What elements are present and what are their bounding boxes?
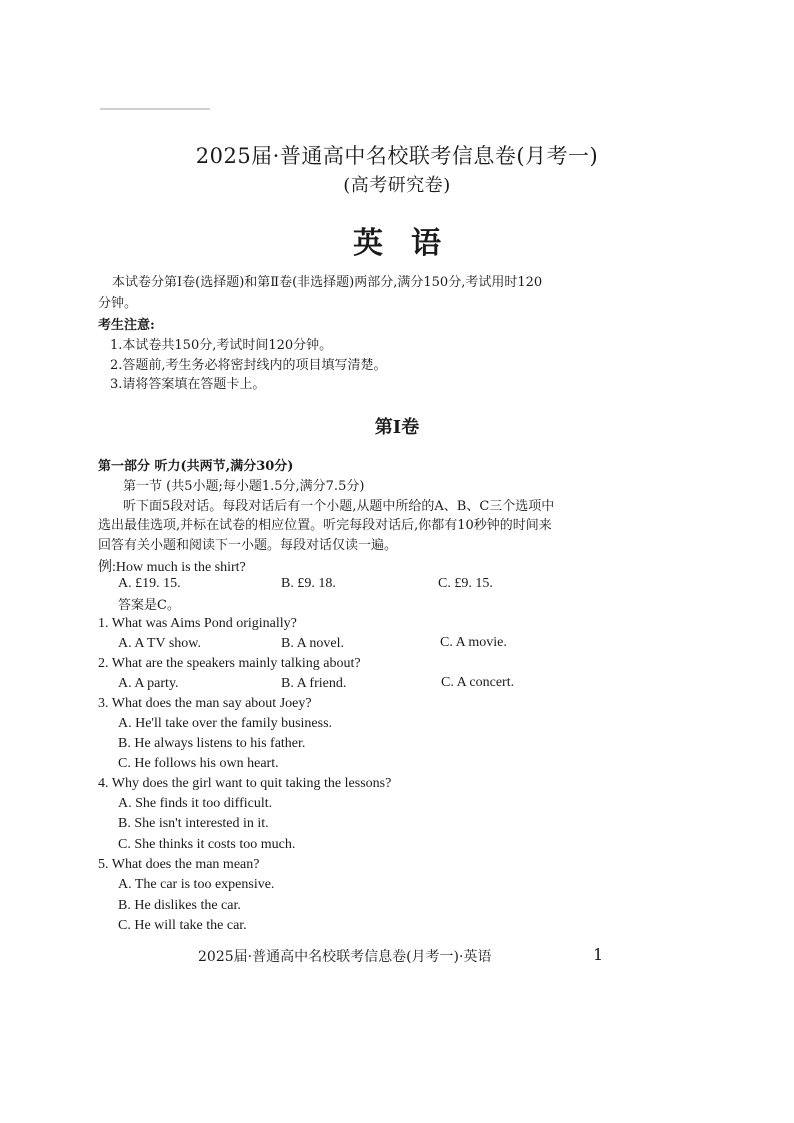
question-3-option-c: C. He follows his own heart. (118, 756, 279, 771)
question-4-stem: 4. Why does the girl want to quit taking the lessons? (98, 776, 392, 791)
question-4-option-a: A. She finds it too difficult. (118, 796, 273, 811)
question-2-option-c: C. A concert. (441, 675, 515, 690)
notice-item: 3.请将答案填在答题卡上。 (110, 377, 266, 392)
question-5-stem: 5. What does the man mean? (98, 857, 260, 872)
question-3-option-b: B. He always listens to his father. (118, 736, 306, 751)
page-subtitle: (高考研究卷) (343, 175, 451, 196)
section1-heading: 第一节 (共5小题;每小题1.5分,满分7.5分) (123, 479, 365, 494)
notice-item: 2.答题前,考生务必将密封线内的项目填写清楚。 (110, 358, 387, 373)
notice-item: 1.本试卷共150分,考试时间120分钟。 (110, 338, 333, 353)
question-5-option-b: B. He dislikes the car. (118, 898, 241, 913)
intro-line-1: 本试卷分第Ⅰ卷(选择题)和第Ⅱ卷(非选择题)两部分,满分150分,考试用时120 (112, 275, 543, 290)
instruction-line: 回答有关小题和阅读下一小题。每段对话仅读一遍。 (98, 538, 398, 553)
volume-title: 第Ⅰ卷 (374, 417, 420, 438)
question-2-option-a: A. A party. (118, 676, 179, 691)
page-number: 1 (593, 945, 604, 964)
example-question: 例:How much is the shirt? (98, 560, 246, 575)
scan-artifact (100, 108, 210, 110)
page-footer: 2025届·普通高中名校联考信息卷(月考一)·英语 (198, 949, 492, 965)
intro-line-2: 分钟。 (98, 296, 138, 311)
example-answer: 答案是C。 (118, 598, 180, 613)
instruction-line: 选出最佳选项,并标在试卷的相应位置。听完每段对话后,你都有10秒钟的时间来 (98, 518, 552, 533)
question-4-option-c: C. She thinks it costs too much. (118, 837, 296, 852)
question-2-stem: 2. What are the speakers mainly talking about? (98, 656, 361, 671)
notice-heading: 考生注意: (98, 318, 155, 333)
question-1-option-c: C. A movie. (440, 635, 507, 650)
instruction-line: 听下面5段对话。每段对话后有一个小题,从题中所给的A、B、C三个选项中 (123, 499, 555, 514)
question-3-option-a: A. He'll take over the family business. (118, 716, 333, 731)
example-option-a: A. £19. 15. (118, 576, 181, 591)
question-5-option-c: C. He will take the car. (118, 918, 247, 933)
question-2-option-b: B. A friend. (281, 676, 347, 691)
question-1-option-a: A. A TV show. (118, 636, 201, 651)
part1-heading: 第一部分 听力(共两节,满分30分) (98, 459, 294, 474)
question-1-option-b: B. A novel. (281, 636, 345, 651)
page-title: 2025届·普通高中名校联考信息卷(月考一) (195, 144, 599, 168)
question-3-stem: 3. What does the man say about Joey? (98, 696, 312, 711)
example-option-b: B. £9. 18. (281, 576, 336, 591)
question-4-option-b: B. She isn't interested in it. (118, 816, 269, 831)
subject-title: 英语 (353, 226, 469, 261)
question-5-option-a: A. The car is too expensive. (118, 877, 275, 892)
question-1-stem: 1. What was Aims Pond originally? (98, 616, 297, 631)
example-option-c: C. £9. 15. (438, 576, 493, 591)
